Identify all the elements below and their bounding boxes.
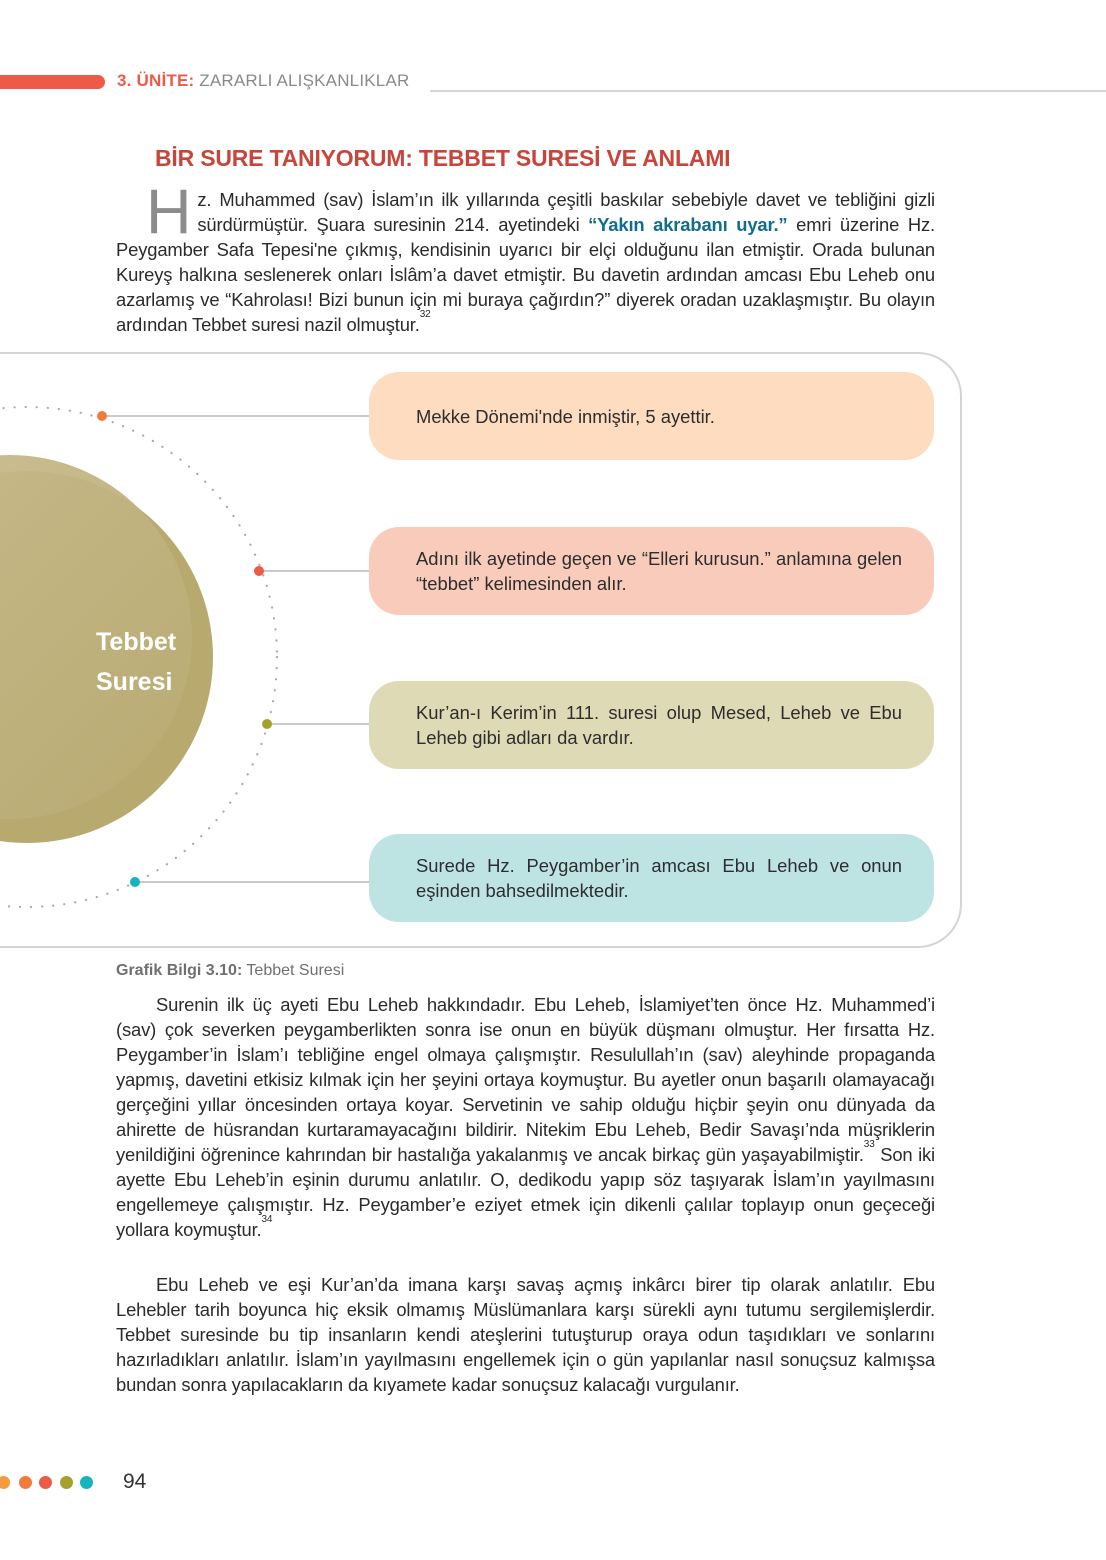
body-paragraph-1 xyxy=(116,992,935,1242)
node-dot-4 xyxy=(130,877,140,887)
tebbet-info-graphic xyxy=(0,352,962,946)
unit-accent-bar xyxy=(0,75,105,89)
info-card-1-text: Mekke Dönemi'nde inmiştir, 5 ayettir. xyxy=(416,405,715,427)
intro-paragraph xyxy=(116,177,935,337)
unit-header xyxy=(117,71,409,91)
caption-label: Grafik Bilgi 3.10: xyxy=(116,962,243,979)
intro-text-b: emri üzerine Hz. Peygamber Safa Tepesi'ne çıkmış, kendisinin uyarıcı bir elçi olduğunu ilan etmiştir. Orada bulunan Kureyş halkına seslenerek onları İslâm’a davet etmiştir. Bu davetin ardından amcası Ebu Leheb onu azarlamış ve “Kahrolası! Bizi bunun için mi buraya çağırdın?” diyerek oradan uzaklaşmıştır. Bu olayın ardından Tebbet suresi nazil olmuştur. xyxy=(116,214,935,335)
footnote-ref-33: 33 xyxy=(863,1139,875,1150)
footer-dot-2 xyxy=(19,1476,32,1489)
footer-dot-3 xyxy=(39,1476,52,1489)
info-card-1 xyxy=(369,372,934,460)
center-label xyxy=(96,622,176,702)
info-card-4 xyxy=(369,834,934,922)
body-paragraph-2 xyxy=(116,1272,935,1397)
info-card-3-text: Kur’an-ı Kerim’in 111. suresi olup Mesed, Leheb ve Ebu Leheb gibi adları da vardır. xyxy=(416,702,902,748)
body-paragraph-1-text: Surenin ilk üç ayeti Ebu Leheb hakkındadır. Ebu Leheb, İslamiyet’ten önce Hz. Muhammed’i (sav) çok severken peygamberlikten sonra ise onun en büyük düşmanı olmuştur. Her fırsatta Hz. Peygamber’in İslam’ı tebliğine engel olmaya çalışmıştır. Resulullah’ın (sav) aleyhinde propaganda yapmış, davetini etkisiz kılmak için her şeyini ortaya koymuştur. Bu ayetler onun başarılı olamayacağı gerçeğini yıllar öncesinden ortaya koyar. Servetinin ve sahip olduğu hiçbir şeyin onu dünyada da ahirette de hüsrandan kurtaramayacağını bildirir. Nitekim Ebu Leheb, Bedir Savaşı’nda müşriklerin yenildiğini öğrenince kahrından bir hastalığa yakalanmış ve ancak birkaç gün yaşayabilmiştir. xyxy=(116,994,935,1165)
page-number: 94 xyxy=(123,1470,147,1493)
footer-dot-1 xyxy=(0,1476,10,1489)
body-paragraph-2-text: Ebu Leheb ve eşi Kur’an’da imana karşı savaş açmış inkârcı birer tip olarak anlatılır. Ebu Lehebler tarih boyunca hiç eksik olmamış Müslümanlara karşı sürekli aynı tutumu sergilemişlerdir. Tebbet suresinde bu tip insanların kendi ateşlerini tutuşturup oraya odun taşıdıkları ve sonlarını hazırladıkları anlatılır. İslam’ın yayılmasını engellemek için o gün yapılanlar nasıl sonuçsuz kalmışsa bundan sonra yapılacakların da kıyamete kadar sonuçsuz kalacağı vurgulanır. xyxy=(116,1274,935,1395)
info-card-4-text: Surede Hz. Peygamber’in amcası Ebu Leheb ve onun eşinden bahsedilmektedir. xyxy=(416,855,902,901)
body-paragraph-1-cont: Son iki ayette Ebu Leheb’in eşinin durumu anlatılır. O, dedikodu yapıp söz taşıyarak İslam’ın yayılmasını engellemeye çalışmıştır. Hz. Peygamber’e eziyet etmek için dikenli çalılar toplayıp onun geçeceği yollara koymuştur. xyxy=(116,1144,935,1240)
intro-quote: “Yakın akrabanı uyar.” xyxy=(588,214,788,235)
section-title: BİR SURE TANIYORUM: TEBBET SURESİ VE ANLAMI xyxy=(155,145,731,171)
graphic-caption xyxy=(116,962,344,980)
footer-dot-4 xyxy=(60,1476,73,1489)
center-label-line2: Suresi xyxy=(96,668,173,696)
unit-number: 3. ÜNİTE: xyxy=(117,71,195,90)
footnote-ref-32: 32 xyxy=(419,309,431,320)
info-card-2 xyxy=(369,527,934,615)
node-dot-2 xyxy=(254,566,264,576)
center-label-line1: Tebbet xyxy=(96,628,177,656)
node-dot-3 xyxy=(262,719,272,729)
caption-text: Tebbet Suresi xyxy=(242,962,345,979)
footnote-ref-34: 34 xyxy=(261,1214,273,1225)
footer-dot-5 xyxy=(80,1476,93,1489)
unit-title: ZARARLI ALIŞKANLIKLAR xyxy=(194,71,410,90)
header-divider xyxy=(430,90,1106,92)
info-card-3 xyxy=(369,681,934,769)
intro-text-a: z. Muhammed (sav) İslam’ın ilk yıllarında çeşitli baskılar sebebiyle davet ve tebliğini gizli sürdürmüştür. Şuara suresinin 214. ayetindeki xyxy=(197,189,935,235)
drop-cap: H xyxy=(146,177,192,247)
node-dot-1 xyxy=(97,411,107,421)
info-card-2-text: Adını ilk ayetinde geçen ve “Elleri kurusun.” anlamına gelen “tebbet” kelimesinden alır. xyxy=(416,548,902,594)
